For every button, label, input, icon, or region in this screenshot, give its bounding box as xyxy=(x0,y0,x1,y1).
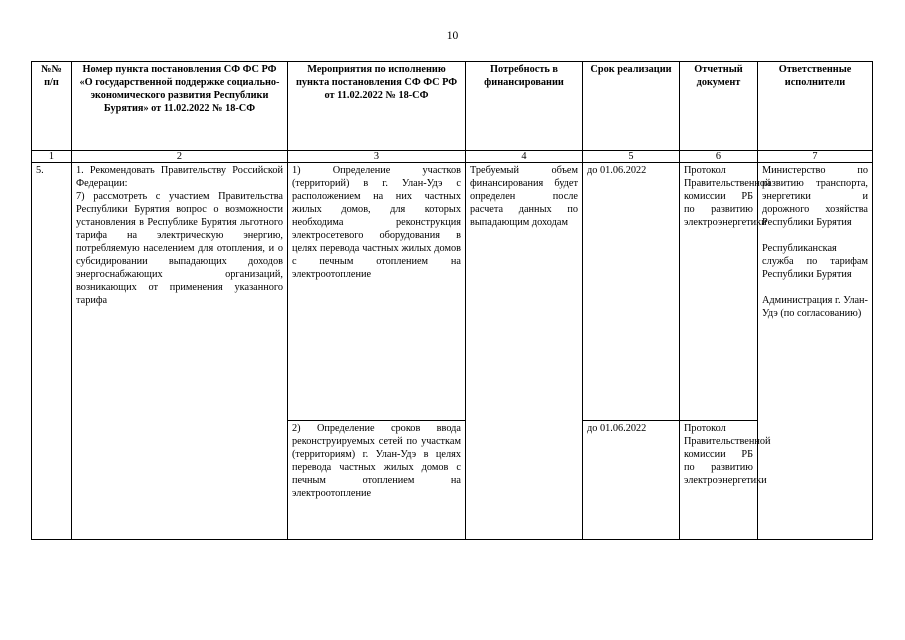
header-resolution-clause: Номер пункта постановления СФ ФС РФ «О государственной поддержке социально-экономического развития Республики Бурятия» от 11.02.2022 № 18-СФ xyxy=(72,62,288,151)
table-row xyxy=(32,163,873,421)
column-number: 7 xyxy=(758,151,873,163)
clause-subitem: 7) рассмотреть с участием Правительства Республики Бурятия вопрос о возможности установления в Республике Бурятия льготного тарифа на электрическую энергию, потребляемую населением для отопления, и о субсидировании выпадающих доходов энергоснабжающих организаций, возникающих от применения указанного тарифа xyxy=(76,191,283,306)
page-number: 10 xyxy=(446,30,459,42)
header-measures: Мероприятия по исполнению пункта постановления СФ ФС РФ от 11.02.2022 № 18-СФ xyxy=(288,62,466,151)
deadline-cell: до 01.06.2022 xyxy=(583,163,680,421)
header-executors: Ответственные исполнители xyxy=(758,62,873,151)
header-deadline: Срок реализации xyxy=(583,62,680,151)
deadline-cell: до 01.06.2022 xyxy=(583,421,680,540)
financing-cell: Требуемый объем финансирования будет определен после расчета данных по выпадающим доходам xyxy=(466,163,583,540)
report-document-cell: Протокол Правительственной комиссии РБ по развитию электроэнергетики xyxy=(680,163,758,421)
row-number: 5. xyxy=(32,163,72,540)
column-number: 5 xyxy=(583,151,680,163)
table-header-row xyxy=(32,62,873,151)
measure-cell: 1) Определение участков (территорий) в г. Улан-Удэ с расположением на них частных жилых домов, для которых необходима реконструкция электросетевого оборудования в целях перевода частных жилых домов с печным отоплением на электроотопление xyxy=(288,163,466,421)
report-document-cell: Протокол Правительственной комиссии РБ по развитию электроэнергетики xyxy=(680,421,758,540)
column-number: 4 xyxy=(466,151,583,163)
executor-administration: Администрация г. Улан-Удэ (по согласованию) xyxy=(762,295,868,319)
resolution-clause-cell xyxy=(72,163,288,540)
measures-table xyxy=(31,61,873,540)
header-number: №№ п/п xyxy=(32,62,72,151)
column-number: 1 xyxy=(32,151,72,163)
column-number: 3 xyxy=(288,151,466,163)
executors-cell xyxy=(758,163,873,540)
column-number: 6 xyxy=(680,151,758,163)
header-report-document: Отчетный документ xyxy=(680,62,758,151)
executor-ministry: Министерство по развитию транспорта, энергетики и дорожного хозяйства Республики Бурятия xyxy=(762,165,868,228)
header-financing: Потребность в финансировании xyxy=(466,62,583,151)
clause-recommendation: 1. Рекомендовать Правительству Российской Федерации: xyxy=(76,165,283,189)
measure-cell: 2) Определение сроков ввода реконструируемых сетей по участкам (территориям) г. Улан-Удэ в целях перевода частных жилых домов с печным отоплением на электроотопление xyxy=(288,421,466,540)
column-number: 2 xyxy=(72,151,288,163)
executor-tariff-service: Республиканская служба по тарифам Республики Бурятия xyxy=(762,243,868,280)
column-number-row xyxy=(32,151,873,163)
